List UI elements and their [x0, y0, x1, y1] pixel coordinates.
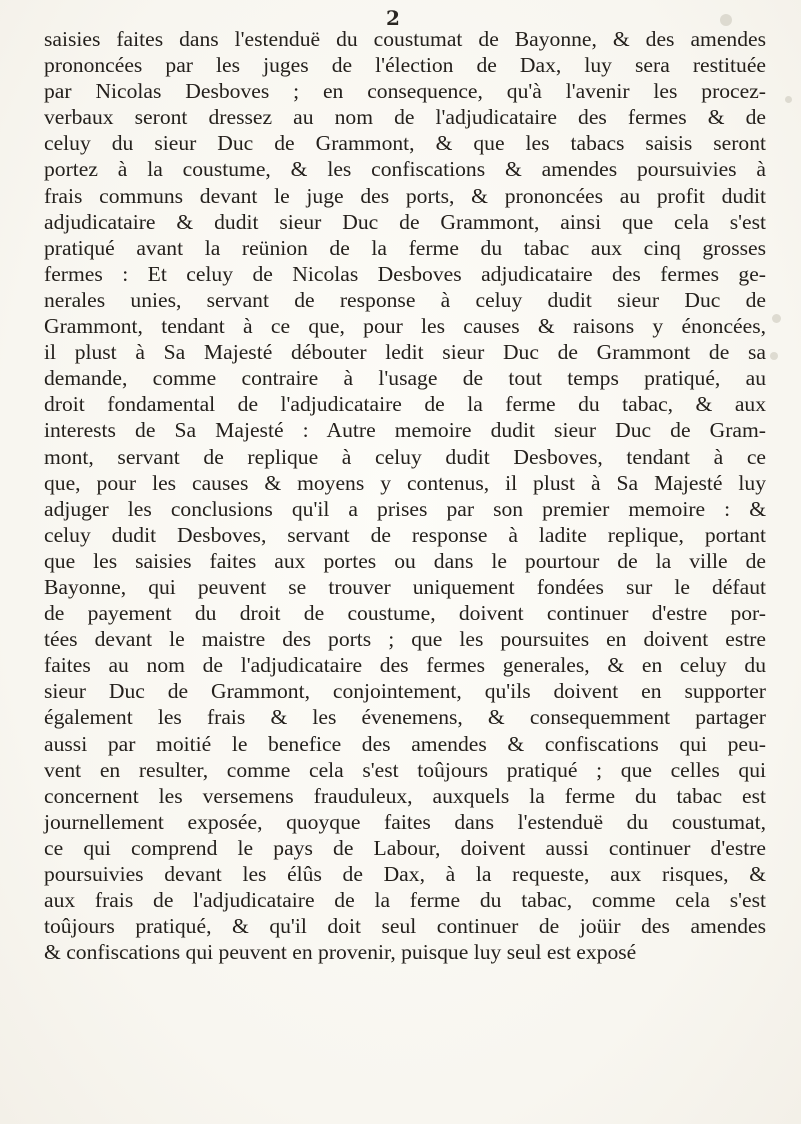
- paper-stain: [720, 14, 732, 26]
- paper-stain: [785, 96, 792, 103]
- paper-stain: [772, 314, 781, 323]
- text-line: adjuger les conclusions qu'il a prises par son premier memoire : &: [44, 496, 766, 521]
- text-line: prononcées par les juges de l'élection de Dax, luy sera restituée: [44, 53, 766, 78]
- body-text: [44, 26, 766, 965]
- text-line: aux frais de l'adjudicataire de la ferme du tabac, comme cela s'est: [44, 888, 766, 913]
- text-line: & confiscations qui peuvent en provenir, puisque luy seul est exposé: [44, 940, 637, 965]
- text-line: journellement exposée, quoyque faites dans l'estenduë du coustumat,: [44, 809, 766, 834]
- text-line: verbaux seront dressez au nom de l'adjudicataire des fermes & de: [44, 105, 766, 130]
- text-line: sieur Duc de Grammont, conjointement, qu'ils doivent en supporter: [44, 679, 766, 704]
- text-line: saisies faites dans l'estenduë du coustumat de Bayonne, & des amendes: [44, 27, 766, 51]
- text-line: de payement du droit de coustume, doivent continuer d'estre por-: [44, 601, 766, 626]
- text-line: Grammont, tendant à ce que, pour les causes & raisons y énoncées,: [44, 314, 766, 339]
- text-line: par Nicolas Desboves ; en consequence, qu'à l'avenir les procez-: [44, 79, 766, 104]
- text-line: il plust à Sa Majesté débouter ledit sieur Duc de Grammont de sa: [44, 340, 766, 365]
- text-line: pratiqué avant la reünion de la ferme du tabac aux cinq grosses: [44, 235, 766, 260]
- text-line: que les saisies faites aux portes ou dans le pourtour de la ville de: [44, 548, 766, 573]
- text-line: fermes : Et celuy de Nicolas Desboves adjudicataire des fermes ge-: [44, 261, 766, 286]
- text-line: aussi par moitié le benefice des amendes & confiscations qui peu-: [44, 731, 766, 756]
- text-line: adjudicataire & dudit sieur Duc de Grammont, ainsi que cela s'est: [44, 209, 766, 234]
- text-line: que, pour les causes & moyens y contenus, il plust à Sa Majesté luy: [44, 470, 766, 495]
- text-line: tées devant le maistre des ports ; que les poursuites en doivent estre: [44, 627, 766, 652]
- text-line: toûjours pratiqué, & qu'il doit seul continuer de joüir des amendes: [44, 914, 766, 939]
- text-line: portez à la coustume, & les confiscations & amendes poursuivies à: [44, 157, 766, 182]
- text-line: également les frais & les évenemens, & consequemment partager: [44, 705, 766, 730]
- page-number: 2: [386, 6, 400, 30]
- text-line: interests de Sa Majesté : Autre memoire dudit sieur Duc de Gram-: [44, 418, 766, 443]
- text-line: vent en resulter, comme cela s'est toûjours pratiqué ; que celles qui: [44, 757, 766, 782]
- text-line: Bayonne, qui peuvent se trouver uniquement fondées sur le défaut: [44, 574, 766, 599]
- text-line: celuy du sieur Duc de Grammont, & que les tabacs saisis seront: [44, 131, 766, 156]
- text-line: celuy dudit Desboves, servant de response à ladite replique, portant: [44, 522, 766, 547]
- text-line: frais communs devant le juge des ports, & prononcées au profit dudit: [44, 183, 766, 208]
- text-line: poursuivies devant les élûs de Dax, à la requeste, aux risques, &: [44, 862, 766, 886]
- text-line: faites au nom de l'adjudicataire des fermes generales, & en celuy du: [44, 653, 766, 678]
- text-line: droit fondamental de l'adjudicataire de la ferme du tabac, & aux: [44, 392, 766, 417]
- text-line: ce qui comprend le pays de Labour, doivent aussi continuer d'estre: [44, 835, 766, 860]
- text-line: demande, comme contraire à l'usage de tout temps pratiqué, au: [44, 366, 766, 391]
- text-line: nerales unies, servant de response à celuy dudit sieur Duc de: [44, 287, 766, 312]
- text-line: concernent les versemens frauduleux, auxquels la ferme du tabac est: [44, 783, 766, 808]
- text-line: mont, servant de replique à celuy dudit Desboves, tendant à ce: [44, 444, 766, 469]
- paper-stain: [770, 352, 778, 360]
